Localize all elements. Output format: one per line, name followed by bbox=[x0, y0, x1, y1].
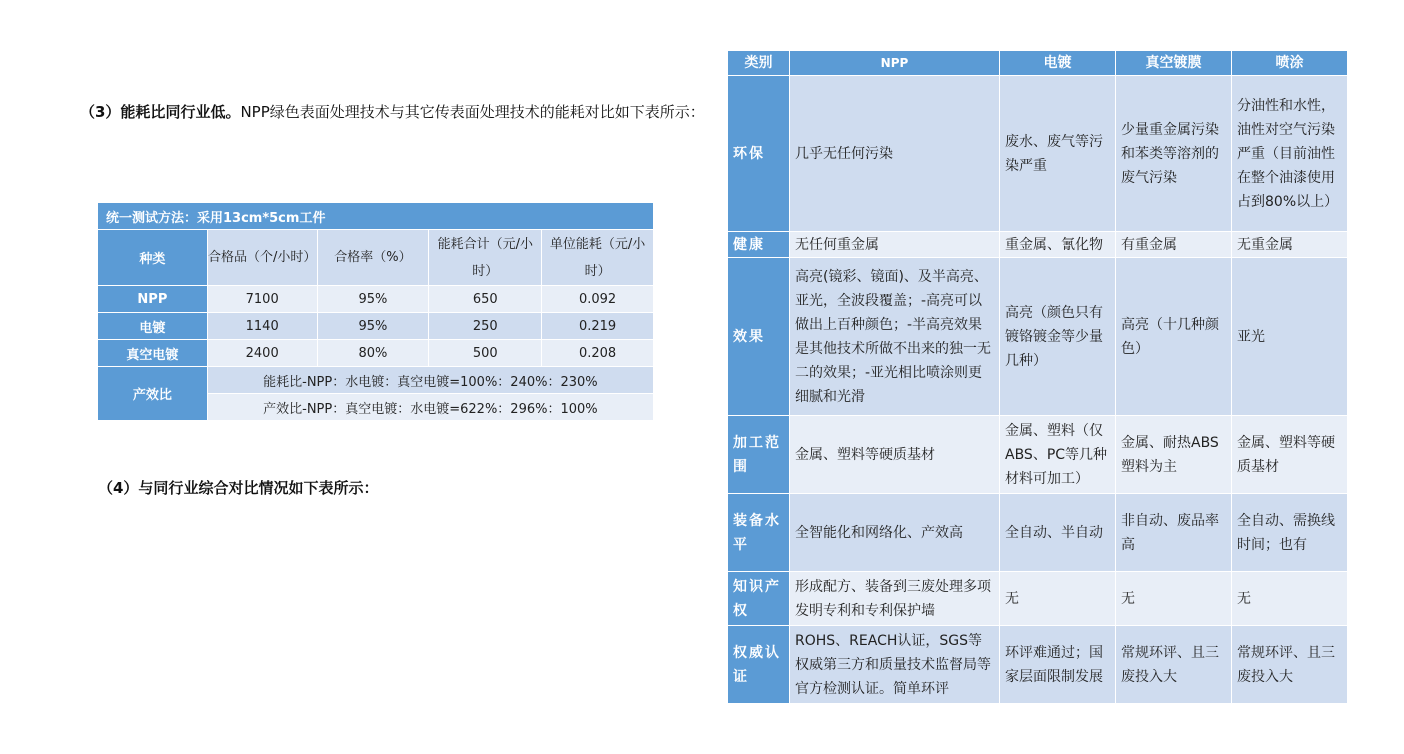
energy-header-type: 种类 bbox=[98, 230, 208, 286]
table-cell: 亚光 bbox=[1232, 258, 1348, 416]
compare-header-spray: 喷涂 bbox=[1232, 51, 1348, 76]
table-row bbox=[728, 626, 1348, 704]
table-cell: 金属、塑料等硬质基材 bbox=[790, 416, 1000, 494]
table-row bbox=[98, 313, 654, 340]
table-cell: 全自动、需换线时间；也有 bbox=[1232, 494, 1348, 572]
table-row bbox=[728, 232, 1348, 258]
table-cell: 有重金属 bbox=[1116, 232, 1232, 258]
table-cell: 分油性和水性，油性对空气污染严重（目前油性在整个油漆使用占到80%以上） bbox=[1232, 76, 1348, 232]
table-cell: 95% bbox=[317, 286, 429, 313]
table-cell: 7100 bbox=[207, 286, 317, 313]
compare-header-vacuum: 真空镀膜 bbox=[1116, 51, 1232, 76]
table-cell: 环评难通过；国家层面限制发展 bbox=[1000, 626, 1116, 704]
row-label: 权威认证 bbox=[728, 626, 790, 704]
table-cell: 金属、塑料等硬质基材 bbox=[1232, 416, 1348, 494]
table-cell: 形成配方、装备到三废处理多项发明专利和专利保护墙 bbox=[790, 572, 1000, 626]
table-cell: ROHS、REACH认证，SGS等权威第三方和质量技术监督局等官方检测认证。简单环评 bbox=[790, 626, 1000, 704]
table-cell: 无任何重金属 bbox=[790, 232, 1000, 258]
table-cell: 0.208 bbox=[542, 340, 654, 367]
table-cell: 重金属、氰化物 bbox=[1000, 232, 1116, 258]
table-cell: 金属、塑料（仅ABS、PC等几种材料可加工） bbox=[1000, 416, 1116, 494]
table-cell: 高亮(镜彩、镜面)、及半高亮、亚光，全波段覆盖；-高亮可以做出上百种颜色；-半高亮效果是其他技术所做不出来的独一无二的效果；-亚光相比喷涂则更细腻和光滑 bbox=[790, 258, 1000, 416]
efficiency-ratio-line: 产效比-NPP：真空电镀：水电镀=622%：296%：100% bbox=[207, 394, 653, 421]
energy-ratio-line: 能耗比-NPP：水电镀：真空电镀=100%：240%：230% bbox=[207, 367, 653, 394]
table-row bbox=[98, 340, 654, 367]
energy-header-total: 能耗合计（元/小时） bbox=[429, 230, 542, 286]
table-row bbox=[98, 286, 654, 313]
row-label: NPP bbox=[98, 286, 208, 313]
table-cell: 80% bbox=[317, 340, 429, 367]
energy-header-qualified: 合格品（个/小时） bbox=[207, 230, 317, 286]
table-cell: 常规环评、且三废投入大 bbox=[1232, 626, 1348, 704]
table-cell: 少量重金属污染和苯类等溶剂的废气污染 bbox=[1116, 76, 1232, 232]
paragraph-comparison-intro: （4）与同行业综合对比情况如下表所示： bbox=[98, 479, 379, 497]
paragraph-energy-heading: （3）能耗比同行业低。 bbox=[80, 103, 241, 121]
table-row bbox=[728, 416, 1348, 494]
table-row bbox=[728, 76, 1348, 232]
table-cell: 非自动、废品率高 bbox=[1116, 494, 1232, 572]
table-cell: 650 bbox=[429, 286, 542, 313]
compare-header-category: 类别 bbox=[728, 51, 790, 76]
ratio-label: 产效比 bbox=[98, 367, 208, 421]
table-cell: 95% bbox=[317, 313, 429, 340]
table-cell: 常规环评、且三废投入大 bbox=[1116, 626, 1232, 704]
table-cell: 废水、废气等污染严重 bbox=[1000, 76, 1116, 232]
row-label: 健康 bbox=[728, 232, 790, 258]
table-cell: 金属、耐热ABS塑料为主 bbox=[1116, 416, 1232, 494]
table-row bbox=[728, 494, 1348, 572]
table-cell: 250 bbox=[429, 313, 542, 340]
table-cell: 0.092 bbox=[542, 286, 654, 313]
paragraph-energy-text: NPP绿色表面处理技术与其它传表面处理技术的能耗对比如下表所示： bbox=[240, 103, 705, 121]
table-cell: 几乎无任何污染 bbox=[790, 76, 1000, 232]
table-cell: 高亮（十几种颜色） bbox=[1116, 258, 1232, 416]
row-label: 真空电镀 bbox=[98, 340, 208, 367]
table-cell: 0.219 bbox=[542, 313, 654, 340]
table-cell: 全自动、半自动 bbox=[1000, 494, 1116, 572]
energy-header-unit: 单位能耗（元/小时） bbox=[542, 230, 654, 286]
table-row bbox=[98, 367, 654, 394]
table-cell: 无 bbox=[1232, 572, 1348, 626]
row-label: 知识产权 bbox=[728, 572, 790, 626]
table-cell: 无重金属 bbox=[1232, 232, 1348, 258]
table-cell: 无 bbox=[1116, 572, 1232, 626]
row-label: 环保 bbox=[728, 76, 790, 232]
table-cell: 高亮（颜色只有镀铬镀金等少量几种） bbox=[1000, 258, 1116, 416]
industry-comparison-table bbox=[727, 50, 1348, 704]
paragraph-energy-intro bbox=[36, 96, 716, 128]
compare-header-plating: 电镀 bbox=[1000, 51, 1116, 76]
compare-header-npp: NPP bbox=[790, 51, 1000, 76]
table-cell: 2400 bbox=[207, 340, 317, 367]
table-cell: 1140 bbox=[207, 313, 317, 340]
energy-header-rate: 合格率（%） bbox=[317, 230, 429, 286]
row-label: 效果 bbox=[728, 258, 790, 416]
table-row bbox=[728, 572, 1348, 626]
energy-table-caption: 统一测试方法：采用13cm*5cm工件 bbox=[98, 203, 654, 230]
energy-comparison-table bbox=[97, 202, 654, 421]
row-label: 装备水平 bbox=[728, 494, 790, 572]
row-label: 电镀 bbox=[98, 313, 208, 340]
table-cell: 全智能化和网络化、产效高 bbox=[790, 494, 1000, 572]
row-label: 加工范围 bbox=[728, 416, 790, 494]
table-row bbox=[728, 258, 1348, 416]
table-cell: 500 bbox=[429, 340, 542, 367]
table-cell: 无 bbox=[1000, 572, 1116, 626]
